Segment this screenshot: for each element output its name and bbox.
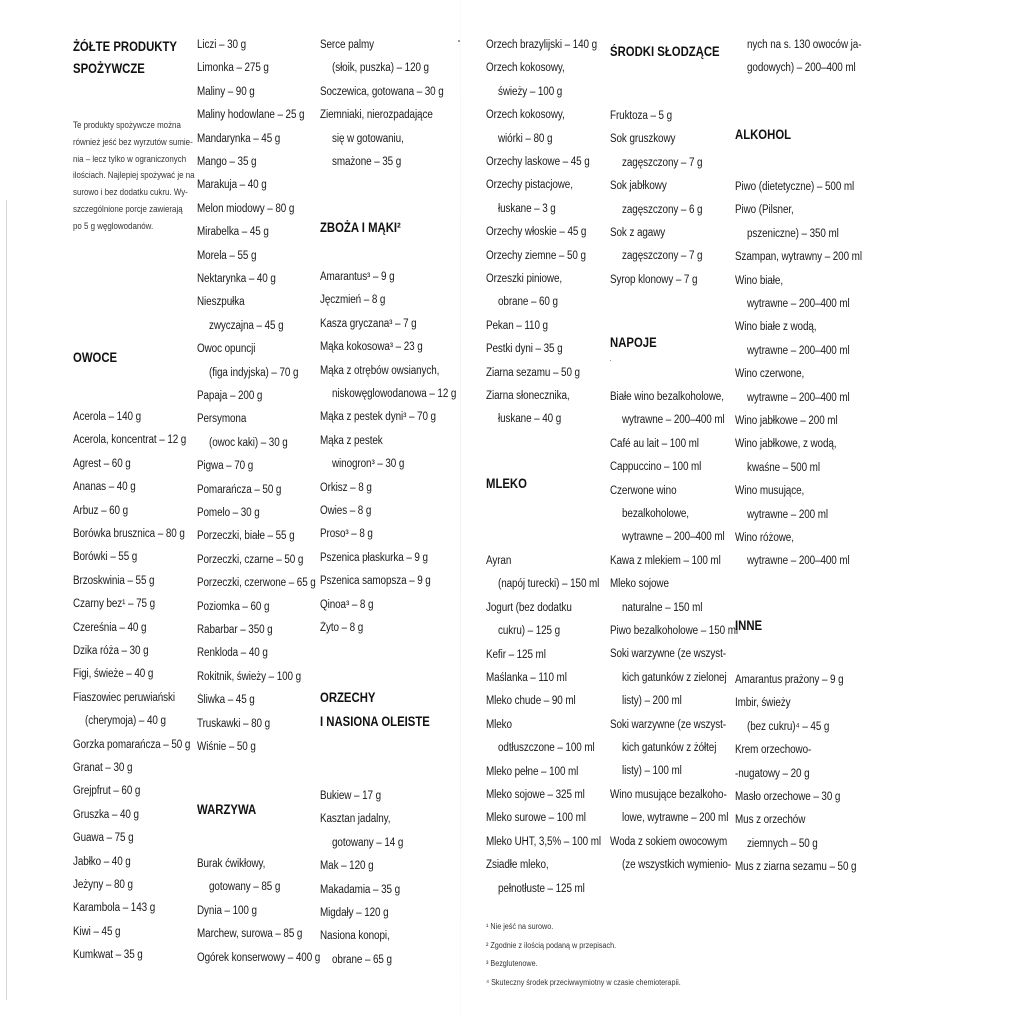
list-item: Kumkwat – 35 g	[73, 949, 143, 962]
list-item: Mleko surowe – 100 ml	[486, 812, 586, 825]
list-item: Wiśnie – 50 g	[197, 741, 256, 753]
list-item: Pomelo – 30 g	[197, 507, 260, 519]
heading-alkohol: ALKOHOL	[735, 127, 792, 142]
list-item: łuskane – 3 g	[498, 202, 556, 215]
list-item: Orzech kokosowy,	[486, 109, 565, 122]
list-item: Amarantus³ – 9 g	[320, 271, 395, 283]
list-item: (owoc kaki) – 30 g	[209, 436, 288, 449]
list-item: wytrawne – 200–400 ml	[747, 298, 850, 310]
list-item: niskowęglowodanowa – 12 g	[332, 388, 457, 400]
list-item: Gruszka – 40 g	[73, 808, 139, 821]
list-item: listy) – 100 ml	[622, 765, 682, 778]
list-item: Mango – 35 g	[197, 156, 257, 168]
list-item: Orzechy włoskie – 45 g	[486, 226, 587, 239]
list-item: Liczi – 30 g	[197, 39, 247, 51]
list-item: Arbuz – 60 g	[73, 504, 129, 517]
list-item: Fruktoza – 5 g	[610, 110, 673, 122]
list-item: Jeżyny – 80 g	[73, 879, 133, 891]
list-item: Porzeczki, białe – 55 g	[197, 530, 295, 543]
list-item: gotowany – 85 g	[209, 881, 281, 894]
list-item: Serce palmy	[320, 39, 375, 51]
list-item: Cappuccino – 100 ml	[610, 461, 702, 474]
list-item: Żyto – 8 g	[320, 622, 364, 634]
list-item: Marakuja – 40 g	[197, 179, 267, 192]
list-item: (cherymoja) – 40 g	[85, 715, 166, 728]
intro-line: surowo i bez dodatku cukru. Wy-	[73, 187, 188, 198]
list-item: Orzechy ziemne – 50 g	[486, 249, 586, 262]
list-item: łuskane – 40 g	[498, 413, 562, 426]
list-item: Imbir, świeży	[735, 697, 791, 710]
list-item: Burak ćwikłowy,	[197, 858, 266, 870]
list-item: winogron³ – 30 g	[332, 458, 405, 471]
list-item: Gorzka pomarańcza – 50 g	[73, 738, 191, 751]
list-item: Piwo bezalkoholowe – 150 ml	[610, 625, 738, 637]
list-item: Granat – 30 g	[73, 762, 133, 774]
list-item: Nasiona konopi,	[320, 930, 390, 943]
list-item: Rokitnik, świeży – 100 g	[197, 670, 302, 683]
list-item: się w gotowaniu,	[332, 132, 404, 145]
list-item: Czerwone wino	[610, 484, 677, 497]
list-item: bezalkoholowe,	[622, 508, 689, 520]
list-item: odtłuszczone – 100 ml	[498, 742, 595, 755]
list-item: Owies – 8 g	[320, 505, 372, 517]
scan-speck	[458, 40, 460, 42]
list-item: Makadamia – 35 g	[320, 883, 400, 896]
list-item: Wino musujące,	[735, 485, 805, 498]
list-item: Mleko sojowe – 325 ml	[486, 789, 585, 801]
list-item: Amarantus prażony – 9 g	[735, 674, 844, 686]
list-item: zagęszczony – 6 g	[622, 203, 703, 216]
list-item: Mleko sojowe	[610, 578, 669, 591]
list-item: Qinoa³ – 8 g	[320, 598, 374, 611]
scan-edge	[6, 200, 7, 1000]
list-item: Ziemniaki, nierozpadające	[320, 109, 433, 122]
list-item: Wino różowe,	[735, 532, 794, 544]
list-item: Maliny – 90 g	[197, 85, 255, 98]
list-item: naturalne – 150 ml	[622, 601, 703, 614]
list-item: (napój turecki) – 150 ml	[498, 578, 600, 591]
list-item: Jogurt (bez dodatku	[486, 601, 572, 614]
footnote: ⁴ Skuteczny środek przeciwwymiotny w czasie chemioterapii.	[486, 978, 681, 988]
list-item: Mąka z otrębów owsianych,	[320, 364, 440, 377]
list-item: Wino białe z wodą,	[735, 321, 817, 334]
intro-line: ilościach. Najlepiej spożywać je na	[73, 170, 195, 181]
list-item: kwaśne – 500 ml	[747, 461, 820, 474]
footnote: ³ Bezglutenowe.	[486, 959, 538, 969]
list-item: Wino białe,	[735, 274, 783, 287]
list-item: Szampan, wytrawny – 200 ml	[735, 251, 862, 264]
list-item: Białe wino bezalkoholowe,	[610, 391, 724, 403]
list-item: zagęszczony – 7 g	[622, 156, 703, 169]
list-item: wytrawne – 200–400 ml	[622, 414, 725, 427]
heading-srodki-slodzace: ŚRODKI SŁODZĄCE	[610, 44, 720, 59]
list-item: ziemnych – 50 g	[747, 837, 818, 850]
list-item: Orzeszki piniowe,	[486, 273, 563, 285]
list-item: Pekan – 110 g	[486, 319, 548, 332]
list-item: (słoik, puszka) – 120 g	[332, 62, 429, 75]
list-item: Porzeczki, czarne – 50 g	[197, 553, 304, 566]
list-item: Sok jabłkowy	[610, 180, 667, 193]
list-item: Guawa – 75 g	[73, 832, 134, 845]
list-item: Jęczmień – 8 g	[320, 294, 386, 307]
heading-yellow-products-1: ŻÓŁTE PRODUKTY	[73, 39, 177, 54]
list-item: Pestki dyni – 35 g	[486, 343, 563, 356]
list-item: lowe, wytrawne – 200 ml	[622, 812, 729, 825]
list-item: Kiwi – 45 g	[73, 925, 121, 938]
list-item: Nieszpułka	[197, 296, 245, 309]
list-item: Czarny bez¹ – 75 g	[73, 598, 156, 611]
list-item: (figa indyjska) – 70 g	[209, 366, 299, 379]
list-item: Mus z ziarna sezamu – 50 g	[735, 861, 857, 874]
list-item: -nugatowy – 20 g	[735, 767, 810, 780]
list-item: Piwo (dietetyczne) – 500 ml	[735, 181, 855, 193]
list-item: wytrawne – 200–400 ml	[747, 391, 850, 404]
list-item: Melon miodowy – 80 g	[197, 202, 295, 215]
list-item: Mleko	[486, 718, 512, 731]
list-item: wytrawne – 200–400 ml	[622, 531, 725, 544]
list-item: Śliwka – 45 g	[197, 694, 255, 707]
list-item: listy) – 200 ml	[622, 695, 682, 708]
scan-speck	[610, 360, 611, 361]
list-item: Renkloda – 40 g	[197, 647, 268, 660]
list-item: Mandarynka – 45 g	[197, 132, 281, 145]
footnote: ¹ Nie jeść na surowo.	[486, 922, 554, 931]
list-item: Piwo (Pilsner,	[735, 204, 794, 217]
list-item: Pomarańcza – 50 g	[197, 483, 282, 496]
list-item: Dzika róża – 30 g	[73, 645, 149, 657]
list-item: Wino czerwone,	[735, 368, 805, 381]
list-item: Kasztan jadalny,	[320, 813, 391, 826]
list-item: Orkisz – 8 g	[320, 481, 372, 494]
list-item: kich gatunków z zielonej	[622, 671, 727, 684]
intro-line: Te produkty spożywcze można	[73, 120, 181, 130]
list-item: Bukiew – 17 g	[320, 790, 382, 802]
list-item: Porzeczki, czerwone – 65 g	[197, 577, 316, 590]
list-item: Kawa z mlekiem – 100 ml	[610, 554, 721, 567]
list-item: Mąka z pestek	[320, 434, 383, 447]
list-item: Mąka kokosowa³ – 23 g	[320, 341, 423, 354]
heading-warzywa: WARZYWA	[197, 802, 257, 817]
intro-line: po 5 g węglowodanów.	[73, 220, 154, 231]
list-item: wytrawne – 200–400 ml	[747, 555, 850, 568]
list-item: Karambola – 143 g	[73, 902, 156, 915]
list-item: Mleko UHT, 3,5% – 100 ml	[486, 835, 602, 848]
list-item: Acerola, koncentrat – 12 g	[73, 434, 187, 447]
list-item: pełnotłuste – 125 ml	[498, 882, 585, 895]
list-item: Agrest – 60 g	[73, 457, 131, 470]
footnote: ² Zgodnie z ilością podaną w przepisach.	[486, 940, 617, 950]
list-item: Mleko pełne – 100 ml	[486, 765, 579, 778]
list-item: Fiaszowiec peruwiański	[73, 691, 176, 704]
list-item: Owoc opuncji	[197, 343, 256, 356]
list-item: Ananas – 40 g	[73, 481, 136, 494]
list-item: Brzoskwinia – 55 g	[73, 574, 155, 587]
list-item: Ogórek konserwowy – 400 g	[197, 951, 321, 964]
list-item: Maślanka – 110 ml	[486, 672, 567, 684]
list-item: Zsiadłe mleko,	[486, 859, 549, 872]
list-item: Nektarynka – 40 g	[197, 273, 276, 285]
list-item: Wino jabłkowe – 200 ml	[735, 415, 838, 427]
list-item: Masło orzechowe – 30 g	[735, 791, 841, 803]
list-item: wiórki – 80 g	[498, 132, 553, 145]
list-item: obrane – 65 g	[332, 953, 392, 966]
list-item: Sok z agawy	[610, 227, 666, 239]
list-item: świeży – 100 g	[498, 85, 563, 98]
list-item: Grejpfrut – 60 g	[73, 785, 141, 798]
list-item: Papaja – 200 g	[197, 390, 263, 402]
list-item: Soczewica, gotowana – 30 g	[320, 85, 444, 98]
list-item: Poziomka – 60 g	[197, 600, 270, 613]
list-item: (bez cukru)⁴ – 45 g	[747, 720, 830, 733]
list-item: gotowany – 14 g	[332, 836, 404, 849]
list-item: pszeniczne) – 350 ml	[747, 227, 839, 240]
list-item: Sok gruszkowy	[610, 133, 676, 146]
list-item: Dynia – 100 g	[197, 904, 257, 917]
list-item: Pszenica płaskurka – 9 g	[320, 551, 428, 564]
list-item: Morela – 55 g	[197, 249, 257, 262]
list-item: godowych) – 200–400 ml	[747, 62, 856, 75]
list-item: Borówki – 55 g	[73, 551, 138, 564]
list-item: Syrop klonowy – 7 g	[610, 273, 698, 286]
heading-inne: INNE	[735, 618, 763, 633]
list-item: Mirabelka – 45 g	[197, 226, 269, 239]
list-item: Kefir – 125 ml	[486, 648, 546, 661]
list-item: Borówka brusznica – 80 g	[73, 528, 185, 540]
list-item: Woda z sokiem owocowym	[610, 835, 728, 848]
list-item: Ayran	[486, 555, 512, 567]
list-item: Krem orzechowo-	[735, 744, 812, 757]
list-item: Rabarbar – 350 g	[197, 624, 273, 636]
list-item: Proso³ – 8 g	[320, 528, 373, 541]
list-item: Wino musujące bezalkoho-	[610, 788, 727, 801]
list-item: Jabłko – 40 g	[73, 855, 131, 868]
list-item: Ziarna słonecznika,	[486, 390, 570, 402]
list-item: wytrawne – 200–400 ml	[747, 344, 850, 357]
list-item: Café au lait – 100 ml	[610, 437, 699, 450]
list-item: Kasza gryczana³ – 7 g	[320, 317, 417, 330]
list-item: Pigwa – 70 g	[197, 460, 254, 473]
list-item: cukru) – 125 g	[498, 625, 561, 638]
list-item: Soki warzywne (ze wszyst-	[610, 718, 727, 731]
list-item: (ze wszystkich wymienio-	[622, 859, 731, 871]
list-item: wytrawne – 200 ml	[747, 508, 829, 521]
list-item: Orzech brazylijski – 140 g	[486, 39, 598, 51]
list-item: zagęszczony – 7 g	[622, 250, 703, 263]
list-item: Orzech kokosowy,	[486, 62, 565, 75]
heading-yellow-products-2: SPOŻYWCZE	[73, 61, 145, 76]
intro-line: szczególnione porcje zawierają	[73, 204, 183, 214]
heading-owoce: OWOCE	[73, 350, 118, 365]
heading-zboza: ZBOŻA I MĄKI²	[320, 220, 401, 235]
list-item: obrane – 60 g	[498, 296, 558, 309]
list-item: Figi, świeże – 40 g	[73, 668, 154, 681]
heading-mleko: MLEKO	[486, 476, 527, 491]
list-item: Soki warzywne (ze wszyst-	[610, 648, 727, 661]
list-item: Ziarna sezamu – 50 g	[486, 366, 580, 379]
intro-line: nia – lecz tylko w ograniczonych	[73, 153, 187, 164]
list-item: nych na s. 130 owoców ja-	[747, 39, 862, 51]
list-item: Mąka z pestek dyni³ – 70 g	[320, 411, 436, 424]
list-item: Mak – 120 g	[320, 860, 374, 873]
list-item: Pszenica samopsza – 9 g	[320, 575, 431, 588]
list-item: Orzechy pistacjowe,	[486, 179, 573, 192]
list-item: Czereśnia – 40 g	[73, 621, 147, 634]
list-item: kich gatunków z żółtej	[622, 742, 717, 754]
intro-line: również jeść bez wyrzutów sumie-	[73, 136, 193, 147]
list-item: Truskawki – 80 g	[197, 717, 271, 730]
list-item: smażone – 35 g	[332, 156, 402, 168]
heading-orzechy-1: ORZECHY	[320, 690, 376, 705]
list-item: Orzechy laskowe – 45 g	[486, 156, 590, 168]
list-item: Persymona	[197, 413, 247, 426]
list-item: Migdały – 120 g	[320, 907, 389, 919]
list-item: Marchew, surowa – 85 g	[197, 928, 303, 941]
list-item: zwyczajna – 45 g	[209, 319, 284, 332]
heading-orzechy-2: I NASIONA OLEISTE	[320, 714, 430, 729]
list-item: Wino jabłkowe, z wodą,	[735, 438, 837, 451]
heading-napoje: NAPOJE	[610, 335, 657, 350]
list-item: Maliny hodowlane – 25 g	[197, 109, 305, 122]
list-item: Acerola – 140 g	[73, 411, 141, 423]
list-item: Mleko chude – 90 ml	[486, 695, 576, 708]
page-fold	[460, 0, 461, 1016]
list-item: Limonka – 275 g	[197, 62, 269, 75]
list-item: Mus z orzechów	[735, 814, 806, 827]
